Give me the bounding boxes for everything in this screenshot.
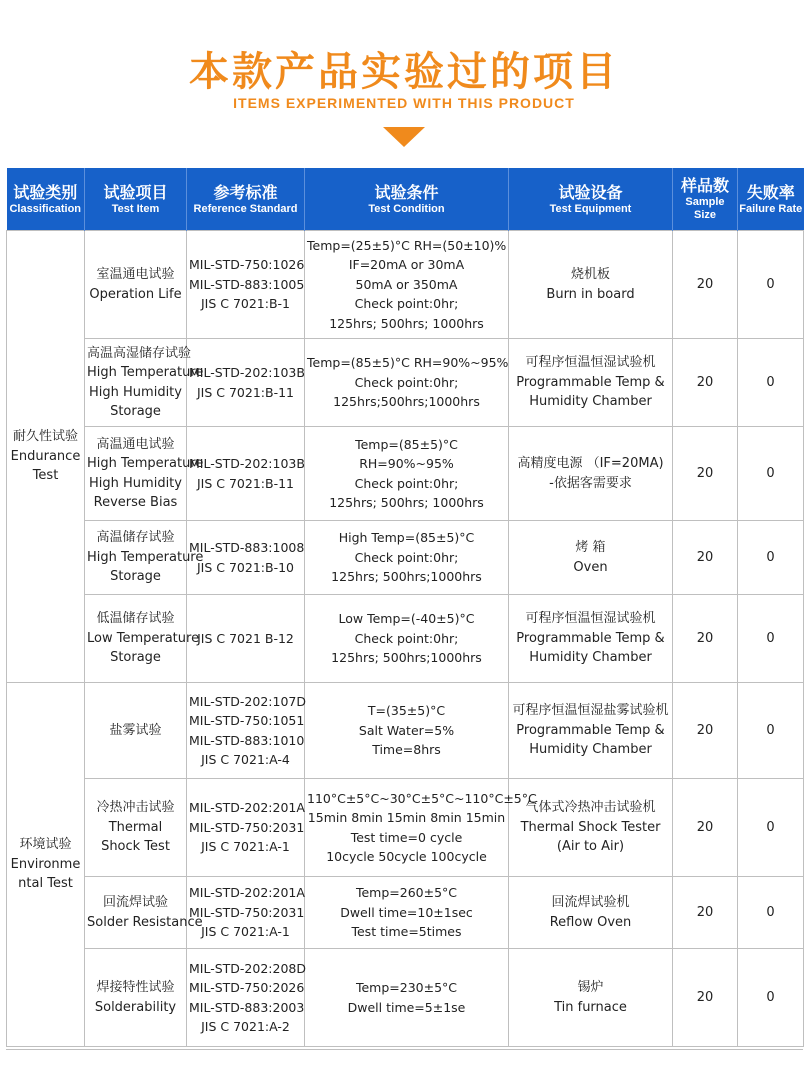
condition-cell: [305, 231, 509, 339]
test-item-cell: [85, 949, 187, 1047]
sample-size-cell: 20: [673, 595, 738, 683]
sample-size-cell: 20: [673, 427, 738, 521]
condition-line: 15min 8min 15min 8min 15min: [307, 810, 506, 825]
standard-line: JIS C 7021:B-11: [197, 475, 294, 491]
condition-line: Temp=(85±5)°C RH=90%~95%: [307, 355, 509, 371]
standard-line: MIL-STD-202:201A: [189, 800, 305, 816]
table-row: [7, 521, 804, 595]
equipment-line: Programmable Temp &: [516, 630, 665, 646]
standard-line: JIS C 7021:A-4: [201, 752, 290, 767]
equipment-line: Tin furnace: [554, 999, 627, 1015]
condition-line: Check point:0hr;: [354, 374, 459, 390]
test-item-cell: [85, 427, 204, 521]
equipment-line: Humidity Chamber: [529, 742, 652, 758]
condition-line: Dwell time=5±1se: [347, 999, 466, 1015]
sample-size-cell: 20: [673, 339, 738, 427]
test-item-cell: [85, 877, 203, 949]
test-item-cell: [85, 779, 187, 877]
equipment-line: (Air to Air): [556, 839, 625, 855]
condition-line: Low Temp=(-40±5)°C: [338, 611, 475, 627]
standard-cell: [187, 339, 305, 427]
test-item-line: Shock Test: [101, 839, 170, 855]
column-header-zh: 试验类别: [13, 182, 78, 202]
column-header-zh: 失败率: [746, 182, 795, 202]
page-title: 本款产品实验过的项目: [189, 49, 619, 95]
failure-rate-cell: 0: [738, 339, 804, 427]
test-item-line: Thermal: [108, 819, 163, 835]
standard-line: JIS C 7021 B-12: [197, 630, 294, 646]
test-item-line: High Temperature: [87, 549, 204, 565]
table-row: [7, 339, 804, 427]
equipment-line: 可程序恒温恒湿试验机: [525, 355, 656, 371]
equipment-line: 可程序恒温恒湿试验机: [525, 611, 656, 627]
equipment-line: 高精度电源 （IF=20MA): [517, 456, 664, 471]
condition-line: Check point:0hr;: [354, 630, 459, 646]
column-header: [673, 168, 738, 231]
classification-line: Environme: [10, 856, 81, 872]
column-header-zh: 参考标准: [213, 182, 278, 202]
standard-line: MIL-STD-750:2031: [189, 904, 305, 920]
test-item-cell: [85, 231, 187, 339]
condition-line: 125hrs;500hrs;1000hrs: [333, 394, 480, 410]
failure-rate-cell: 0: [738, 521, 804, 595]
equipment-cell: [509, 683, 673, 779]
equipment-cell: [509, 231, 673, 339]
standard-line: MIL-STD-202:103B: [189, 456, 305, 471]
condition-cell: [305, 595, 509, 683]
condition-cell: [305, 779, 537, 877]
test-item-line: 冷热冲击试验: [96, 800, 175, 816]
classification-cell: [7, 231, 85, 683]
test-item-line: Solderability: [94, 999, 177, 1015]
classification-line: ntal Test: [18, 876, 73, 892]
test-item-line: Low Temperature: [87, 630, 200, 646]
standard-line: MIL-STD-202:103B: [189, 365, 305, 380]
classification-line: Endurance: [10, 448, 81, 464]
column-header: [509, 168, 673, 231]
equipment-line: Humidity Chamber: [529, 650, 652, 666]
failure-rate-cell: 0: [738, 949, 804, 1047]
equipment-line: Thermal Shock Tester: [520, 819, 661, 835]
table-row: [7, 683, 804, 779]
test-item-line: High Humidity: [89, 475, 182, 491]
standard-cell: [187, 949, 305, 1047]
test-item-cell: [85, 339, 204, 427]
condition-line: Time=8hrs: [372, 742, 441, 758]
standard-line: JIS C 7021:A-2: [201, 1019, 290, 1034]
condition-cell: [305, 683, 509, 779]
condition-line: Check point:0hr;: [354, 475, 459, 491]
column-header: [187, 168, 305, 231]
condition-line: Check point:0hr;: [354, 296, 459, 312]
equipment-cell: [509, 949, 673, 1047]
test-item-line: High Humidity: [89, 384, 182, 400]
standard-line: JIS C 7021:B-1: [200, 296, 291, 312]
condition-line: Temp=(25±5)°C RH=(50±10)%: [307, 237, 507, 253]
classification-line: Test: [32, 468, 59, 484]
equipment-line: Humidity Chamber: [529, 394, 652, 410]
classification-line: 环境试验: [19, 837, 72, 853]
column-header: [7, 168, 85, 231]
test-item-line: 焊接特性试验: [96, 980, 175, 995]
sample-size-cell: 20: [673, 231, 738, 339]
test-item-line: High Temperature: [87, 456, 204, 471]
table-body: [7, 231, 804, 1047]
down-arrow-icon: [383, 127, 425, 147]
column-header-en: Sample Size: [685, 196, 725, 221]
equipment-line: Programmable Temp &: [516, 374, 665, 390]
test-item-line: Reverse Bias: [93, 495, 178, 510]
standard-cell: [187, 231, 305, 339]
standard-line: MIL-STD-883:1005: [189, 276, 305, 292]
column-header-en: Test Equipment: [549, 202, 632, 215]
standard-line: MIL-STD-202:201A: [189, 885, 305, 901]
page-header: [0, 0, 808, 168]
test-item-line: Operation Life: [89, 286, 182, 302]
equipment-cell: [509, 595, 673, 683]
column-header-zh: 试验设备: [558, 182, 623, 202]
standard-cell: [187, 683, 305, 779]
condition-cell: [305, 521, 509, 595]
equipment-line: 气体式冷热冲击试验机: [525, 800, 656, 816]
equipment-cell: [509, 877, 673, 949]
equipment-line: 烤 箱: [575, 540, 606, 555]
column-header: [85, 168, 187, 231]
test-item-cell: [85, 595, 200, 683]
table-row: [7, 877, 804, 949]
test-items-table: [6, 168, 804, 1047]
condition-line: IF=20mA or 30mA: [348, 257, 465, 273]
standard-line: JIS C 7021:B-10: [197, 559, 294, 575]
table-row: [7, 595, 804, 683]
condition-line: Test time=5times: [351, 924, 462, 940]
condition-line: RH=90%~95%: [359, 456, 454, 471]
column-header-zh: 试验项目: [103, 182, 168, 202]
standard-line: MIL-STD-202:208D: [189, 960, 306, 976]
failure-rate-cell: 0: [738, 683, 804, 779]
table-row: [7, 231, 804, 339]
equipment-line: Programmable Temp &: [516, 722, 665, 738]
standard-cell: [187, 779, 305, 877]
condition-line: 125hrs; 500hrs;1000hrs: [331, 650, 482, 666]
condition-line: Test time=0 cycle: [350, 829, 463, 845]
equipment-line: 回流焊试验机: [551, 895, 630, 910]
failure-rate-cell: 0: [738, 427, 804, 521]
column-header-en: Reference Standard: [193, 202, 298, 215]
condition-line: 110°C±5°C~30°C±5°C~110°C±5°C: [307, 790, 537, 806]
test-item-cell: [85, 521, 204, 595]
test-item-line: 盐雾试验: [109, 722, 162, 738]
condition-cell: [305, 339, 509, 427]
column-header-en: Test Condition: [368, 202, 445, 215]
condition-cell: [305, 877, 509, 949]
condition-line: 125hrs; 500hrs; 1000hrs: [329, 495, 484, 510]
test-item-line: 低温储存试验: [96, 611, 175, 627]
standard-line: MIL-STD-883:2003: [189, 999, 305, 1015]
column-header-en: Failure Rate: [739, 202, 803, 215]
classification-line: 耐久性试验: [12, 429, 78, 445]
page-subtitle: ITEMS EXPERIMENTED WITH THIS PRODUCT: [233, 95, 575, 111]
table-bottom-divider: [6, 1049, 803, 1050]
failure-rate-cell: 0: [738, 877, 804, 949]
condition-line: Temp=260±5°C: [355, 885, 458, 901]
sample-size-cell: 20: [673, 949, 738, 1047]
test-item-line: Solder Resistance: [87, 914, 203, 930]
column-header: [738, 168, 804, 231]
condition-line: 125hrs; 500hrs;1000hrs: [331, 569, 482, 585]
condition-cell: [305, 427, 509, 521]
equipment-cell: [509, 339, 673, 427]
equipment-line: 烧机板: [570, 267, 610, 282]
standard-cell: [187, 521, 305, 595]
condition-line: T=(35±5)°C: [367, 703, 446, 719]
test-item-line: Storage: [110, 404, 161, 419]
standard-line: MIL-STD-750:1051: [189, 713, 305, 728]
equipment-cell: [509, 521, 673, 595]
test-item-line: 高温储存试验: [96, 530, 175, 546]
condition-line: Temp=(85±5)°C: [355, 436, 458, 452]
failure-rate-cell: 0: [738, 595, 804, 683]
sample-size-cell: 20: [673, 877, 738, 949]
test-item-line: 高温通电试验: [96, 436, 175, 452]
column-header: [305, 168, 509, 231]
classification-cell: [7, 683, 85, 1047]
condition-line: 50mA or 350mA: [355, 276, 458, 292]
equipment-line: Reflow Oven: [549, 914, 632, 930]
condition-line: Temp=230±5°C: [355, 980, 458, 995]
standard-line: JIS C 7021:B-11: [197, 384, 294, 400]
equipment-line: Oven: [573, 559, 608, 575]
failure-rate-cell: 0: [738, 779, 804, 877]
equipment-line: Burn in board: [546, 286, 635, 302]
test-item-cell: [85, 683, 187, 779]
standard-line: JIS C 7021:A-1: [201, 924, 290, 940]
sample-size-cell: 20: [673, 779, 738, 877]
standard-line: MIL-STD-202:107D: [189, 693, 306, 709]
standard-line: MIL-STD-750:2026: [189, 980, 305, 995]
equipment-line: 锡炉: [577, 980, 604, 995]
sample-size-cell: 20: [673, 521, 738, 595]
test-item-line: 高温高湿储存试验: [87, 345, 192, 361]
standard-line: MIL-STD-750:2031: [189, 819, 305, 835]
condition-line: 125hrs; 500hrs; 1000hrs: [329, 315, 484, 331]
column-header-en: Test Item: [111, 202, 160, 215]
standard-cell: [187, 595, 305, 683]
test-item-line: 室温通电试验: [96, 267, 175, 282]
condition-line: Dwell time=10±1sec: [340, 904, 473, 920]
failure-rate-cell: 0: [738, 231, 804, 339]
test-item-line: 回流焊试验: [102, 895, 168, 910]
condition-cell: [305, 949, 509, 1047]
standard-line: JIS C 7021:A-1: [201, 839, 290, 855]
table-row: [7, 779, 804, 877]
table-row: [7, 427, 804, 521]
standard-line: MIL-STD-883:1010: [189, 732, 305, 748]
column-header-zh: 试验条件: [374, 182, 439, 202]
equipment-cell: [509, 427, 673, 521]
column-header-en: Classification: [9, 202, 82, 215]
table-row: [7, 949, 804, 1047]
table-header-row: [7, 168, 804, 231]
condition-line: High Temp=(85±5)°C: [338, 530, 475, 546]
column-header-zh: 样品数: [680, 176, 729, 195]
standard-line: MIL-STD-883:1008: [189, 540, 305, 555]
condition-line: 10cycle 50cycle 100cycle: [326, 849, 487, 864]
equipment-line: -依据客需要求: [549, 475, 632, 491]
test-item-line: High Temperature: [87, 365, 204, 380]
condition-line: Salt Water=5%: [358, 722, 455, 738]
equipment-line: 可程序恒温恒湿盐雾试验机: [512, 703, 669, 719]
standard-line: MIL-STD-750:1026: [189, 257, 305, 273]
condition-line: Check point:0hr;: [354, 549, 459, 565]
standard-cell: [187, 427, 305, 521]
test-item-line: Storage: [110, 650, 161, 666]
sample-size-cell: 20: [673, 683, 738, 779]
standard-cell: [187, 877, 305, 949]
test-item-line: Storage: [110, 569, 161, 585]
